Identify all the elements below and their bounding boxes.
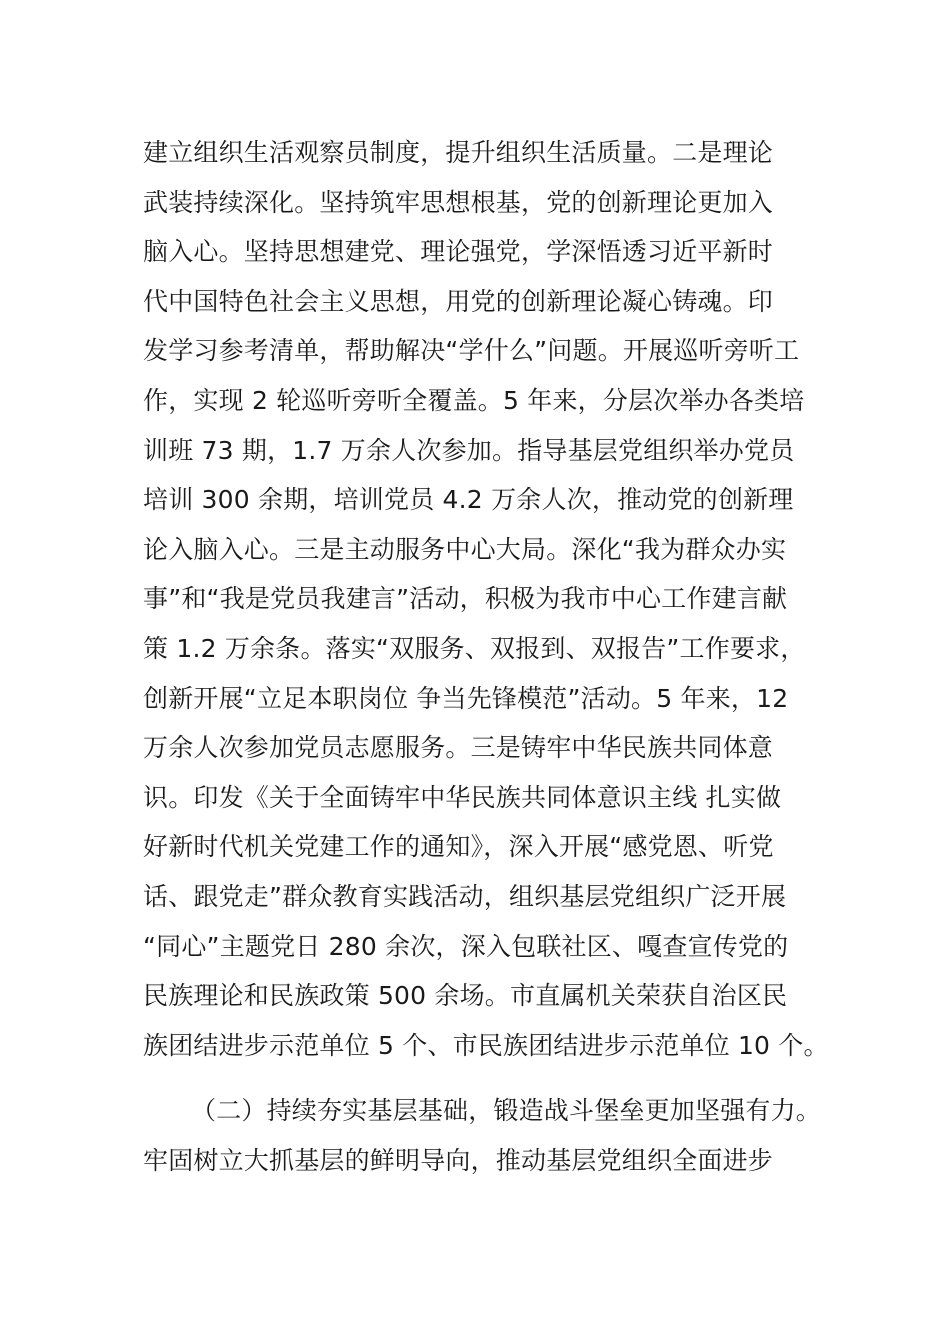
paragraph — [143, 128, 833, 1070]
text-line: 培训 300 余期，培训党员 4.2 万余人次，推动党的创新理 — [143, 485, 794, 515]
paragraph — [143, 1086, 833, 1185]
text-line: 策 1.2 万余条。落实“双服务、双报到、双报告”工作要求， — [143, 633, 806, 663]
text-line: 代中国特色社会主义思想，用党的创新理论凝心铸魂。印 — [143, 286, 774, 316]
text-line: 论入脑入心。三是主动服务中心大局。深化“我为群众办实 — [143, 534, 787, 564]
section-heading-line: （二）持续夯实基层基础，锻造战斗堡垒更加坚强有力。 — [191, 1096, 822, 1126]
text-line: 话、跟党走”群众教育实践活动，组织基层党组织广泛开展 — [143, 881, 787, 911]
text-line: 武装持续深化。坚持筑牢思想根基，党的创新理论更加入 — [143, 187, 774, 217]
text-line: 创新开展“立足本职岗位 争当先锋模范”活动。5 年来，12 — [143, 683, 789, 713]
document-body — [143, 128, 833, 1185]
paragraph-spacer — [143, 1070, 833, 1086]
text-line: “同心”主题党日 280 余次，深入包联社区、嘎查宣传党的 — [143, 931, 789, 961]
text-line: 脑入心。坚持思想建党、理论强党，学深悟透习近平新时 — [143, 237, 774, 267]
text-line: 族团结进步示范单位 5 个、市民族团结进步示范单位 10 个。 — [143, 1030, 829, 1060]
text-line: 作，实现 2 轮巡听旁听全覆盖。5 年来，分层次举办各类培 — [143, 385, 805, 415]
text-line: 民族理论和民族政策 500 余场。市直属机关荣获自治区民 — [143, 981, 788, 1011]
text-line: 好新时代机关党建工作的通知》，深入开展“感党恩、听党 — [143, 832, 774, 862]
text-line: 训班 73 期，1.7 万余人次参加。指导基层党组织举办党员 — [143, 435, 795, 465]
text-line: 发学习参考清单，帮助解决“学什么”问题。开展巡听旁听工 — [143, 336, 800, 366]
text-line: 事”和“我是党员我建言”活动，积极为我市中心工作建言献 — [143, 584, 788, 614]
text-line: 识。印发《关于全面铸牢中华民族共同体意识主线 扎实做 — [143, 782, 782, 812]
text-line: 万余人次参加党员志愿服务。三是铸牢中华民族共同体意 — [143, 733, 774, 763]
text-line: 建立组织生活观察员制度，提升组织生活质量。二是理论 — [143, 138, 774, 167]
text-line: 牢固树立大抓基层的鲜明导向，推动基层党组织全面进步 — [143, 1145, 774, 1175]
